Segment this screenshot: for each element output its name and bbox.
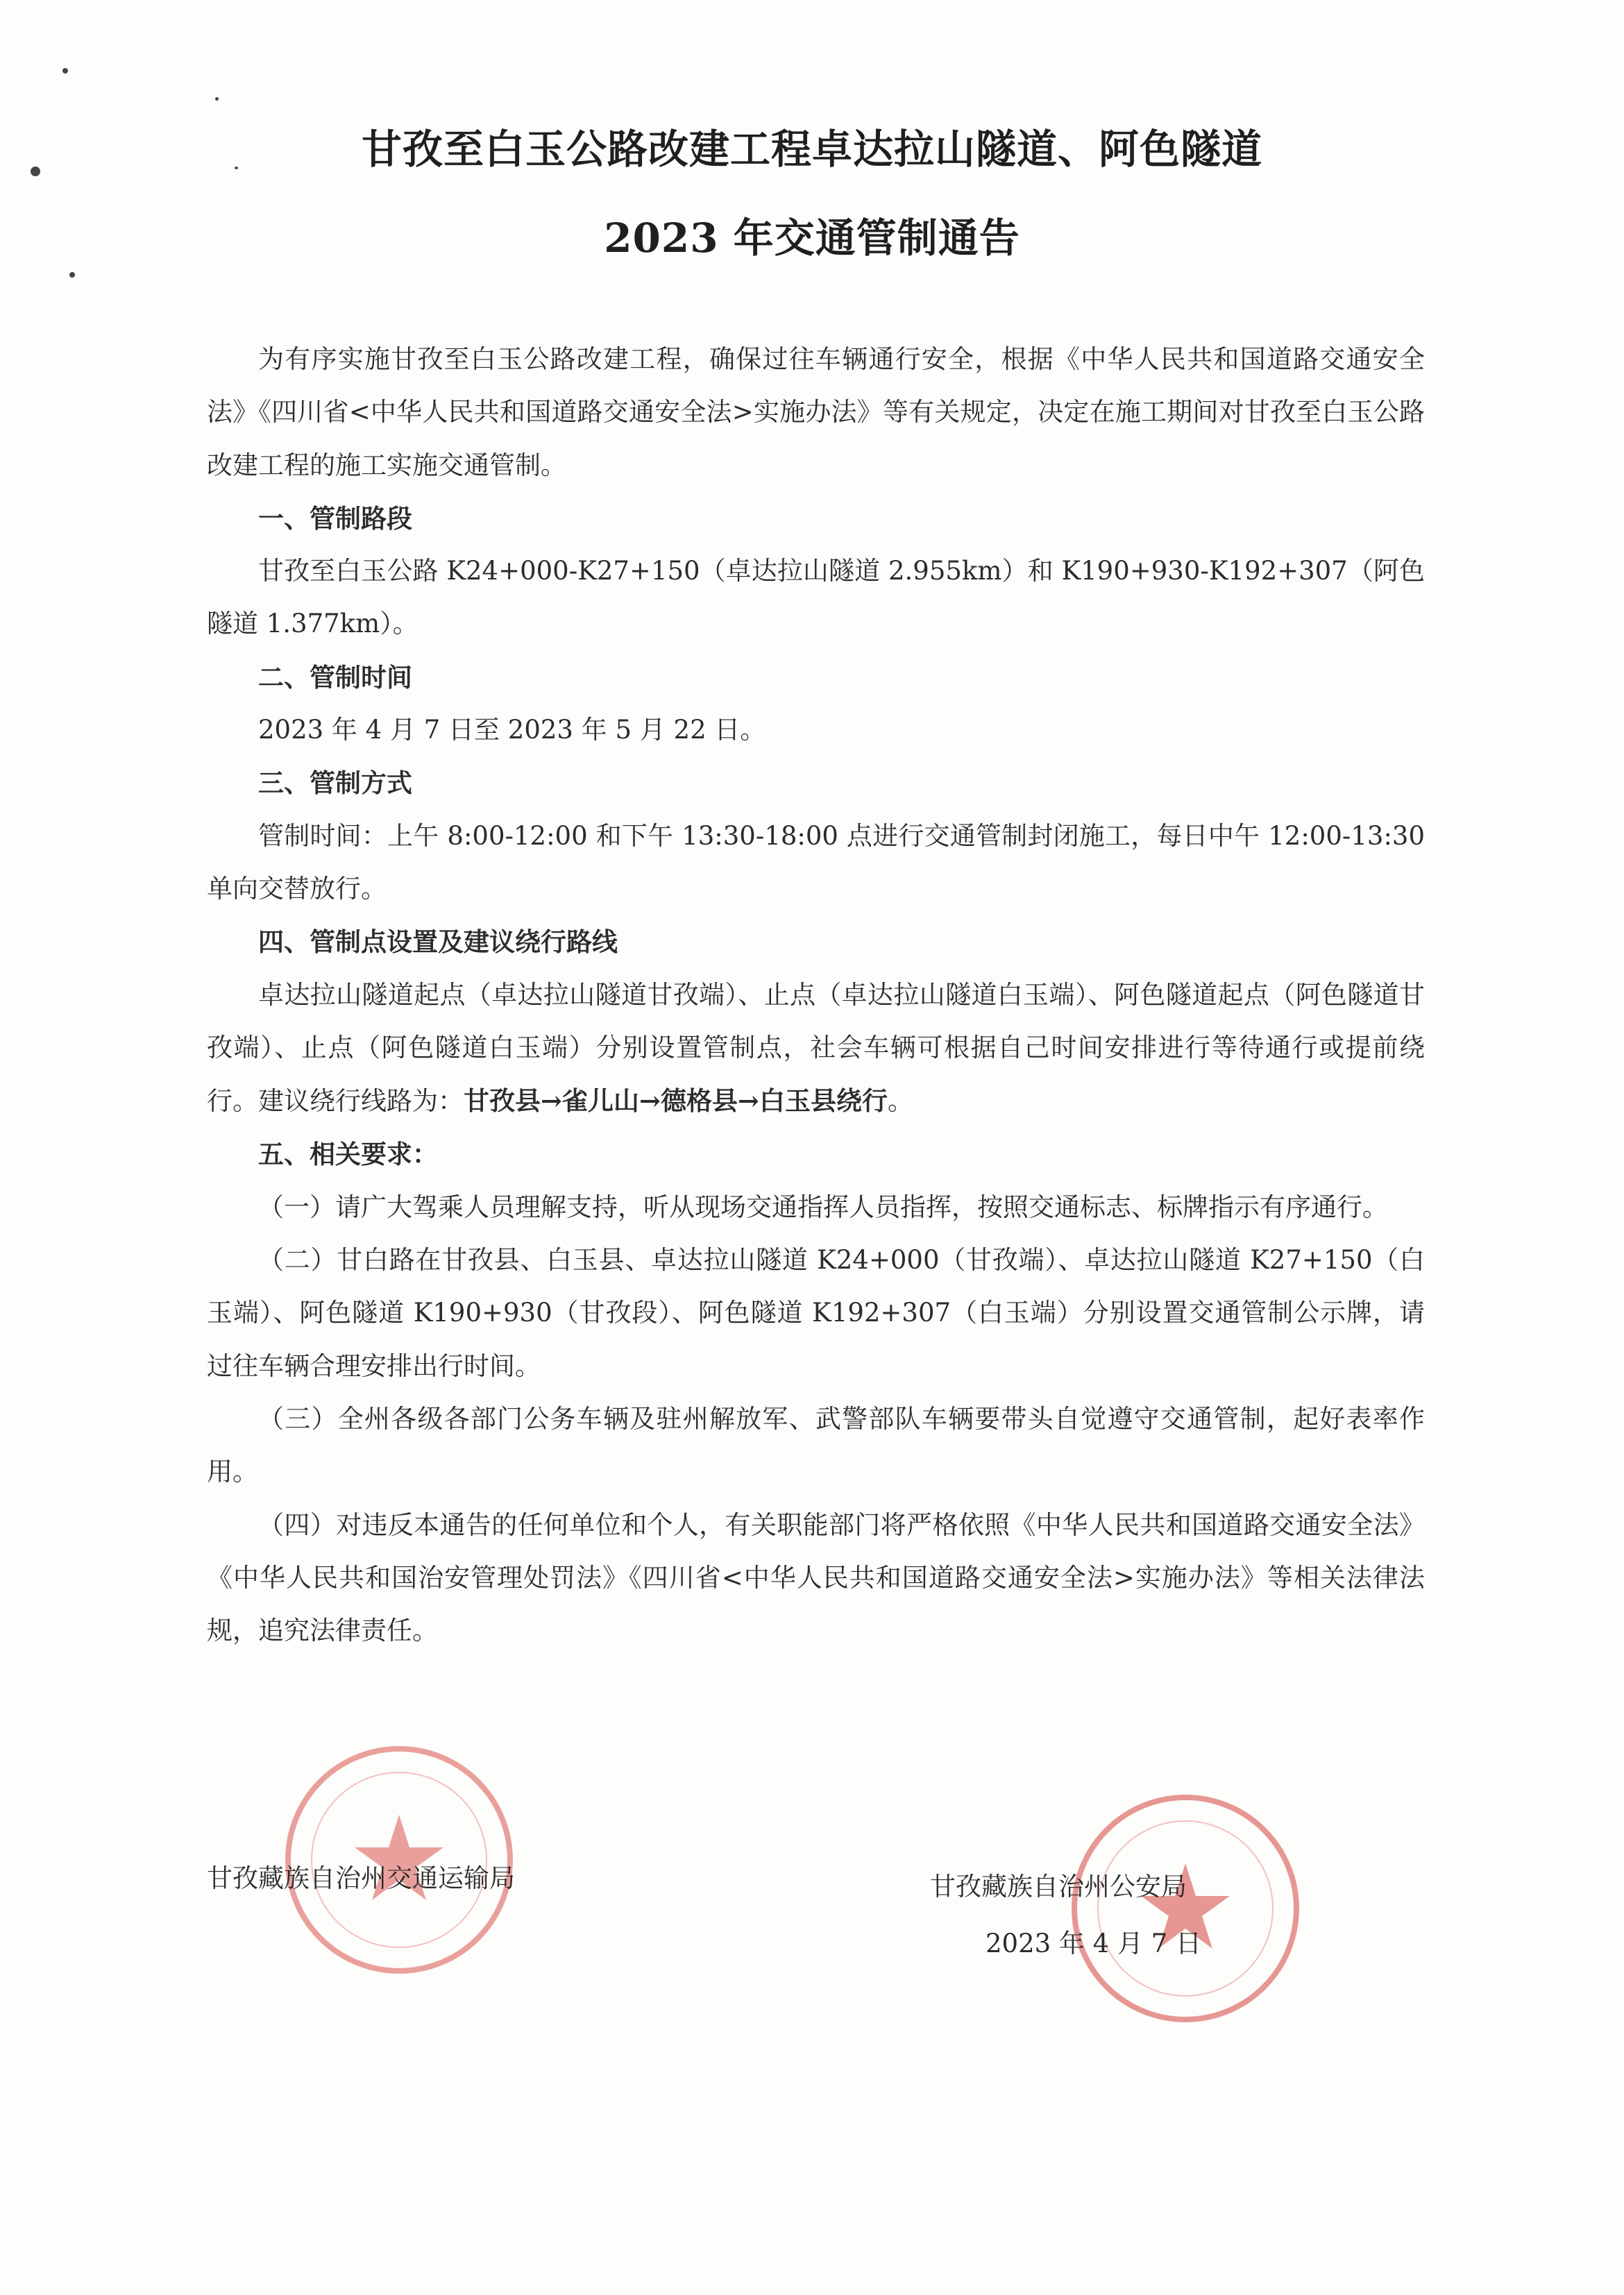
scan-speck xyxy=(62,68,68,74)
section-heading-3: 三、管制方式 xyxy=(258,768,412,799)
section-text-4-main: 卓达拉山隧道起点（卓达拉山隧道甘孜端）、止点（卓达拉山隧道白玉端）、阿色隧道起点（阿色隧道甘孜端）、止点（阿色隧道白玉端）分别设置管制点，社会车辆可根据自己时间安排进行等待通行或提前绕行。建议绕行线路为： xyxy=(207,979,1425,1117)
signature-transport-bureau: 甘孜藏族自治州交通运输局 xyxy=(207,1863,515,1893)
signature-date: 2023 年 4 月 7 日 xyxy=(986,1929,1202,1958)
detour-route: 甘孜县→雀儿山→德格县→白玉县绕行 xyxy=(464,1085,888,1117)
section-heading-5: 五、相关要求： xyxy=(258,1139,438,1170)
section-heading-4: 四、管制点设置及建议绕行路线 xyxy=(258,926,618,958)
requirement-item-4: （四）对违反本通告的任何单位和个人，有关职能部门将严格依照《中华人民共和国道路交通安全法》《中华人民共和国治安管理处罚法》《四川省<中华人民共和国道路交通安全法>实施办法》等相关法律法规，追究法律责任。 xyxy=(207,1509,1425,1646)
scan-speck xyxy=(69,272,75,278)
requirement-item-1: （一）请广大驾乘人员理解支持，听从现场交通指挥人员指挥，按照交通标志、标牌指示有序通行。 xyxy=(258,1192,1388,1222)
scan-speck xyxy=(215,97,219,101)
public-security-bureau-seal xyxy=(1067,1790,1303,2026)
section-text-2: 2023 年 4 月 7 日至 2023 年 5 月 22 日。 xyxy=(258,715,766,745)
signature-public-security-bureau: 甘孜藏族自治州公安局 xyxy=(930,1872,1187,1902)
section-text-3: 管制时间：上午 8:00-12:00 和下午 13:30-18:00 点进行交通管制封闭施工，每日中午 12:00-13:30 单向交替放行。 xyxy=(207,820,1425,904)
section-heading-1: 一、管制路段 xyxy=(258,502,412,534)
intro-paragraph: 为有序实施甘孜至白玉公路改建工程，确保过往车辆通行安全，根据《中华人民共和国道路交通安全法》《四川省<中华人民共和国道路交通安全法>实施办法》等有关规定，决定在施工期间对甘孜至白玉公路改建工程的施工实施交通管制。 xyxy=(207,344,1425,480)
requirement-item-2: （二）甘白路在甘孜县、白玉县、卓达拉山隧道 K24+000（甘孜端）、卓达拉山隧道 K27+150（白玉端）、阿色隧道 K190+930（甘孜段）、阿色隧道 K192+307（白玉端）分别设置交通管制公示牌，请过往车辆合理安排出行时间。 xyxy=(207,1245,1425,1381)
section-text-4-end: 。 xyxy=(888,1086,914,1117)
requirement-item-3: （三）全州各级各部门公务车辆及驻州解放军、武警部队车辆要带头自觉遵守交通管制，起好表率作用。 xyxy=(207,1403,1425,1487)
section-heading-2: 二、管制时间 xyxy=(258,661,412,693)
section-text-4 xyxy=(207,969,1425,1128)
document-body xyxy=(207,333,1425,1657)
document-title-line1: 甘孜至白玉公路改建工程卓达拉山隧道、阿色隧道 xyxy=(361,126,1262,173)
document-title-line2: 2023 年交通管制通告 xyxy=(604,214,1020,262)
section-text-1: 甘孜至白玉公路 K24+000-K27+150（卓达拉山隧道 2.955km）和 K190+930-K192+307（阿色隧道 1.377km）。 xyxy=(207,556,1425,639)
